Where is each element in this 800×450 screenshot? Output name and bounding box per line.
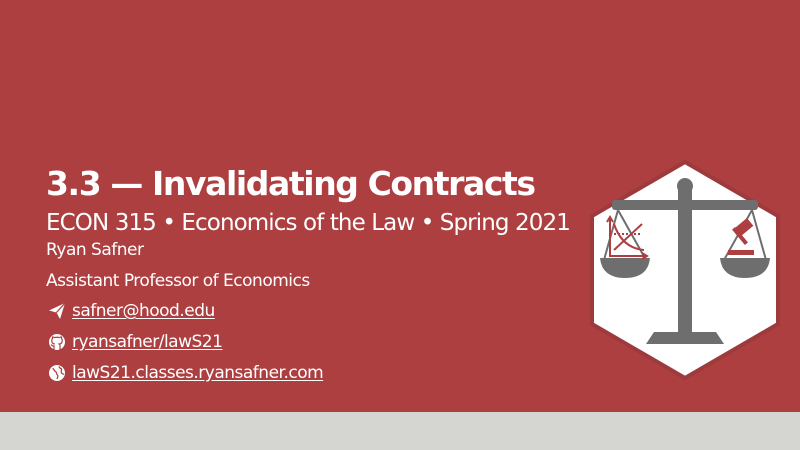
paper-plane-icon [48,302,66,320]
contact-github [48,330,222,354]
contact-email [48,299,215,323]
website-link[interactable]: lawS21.classes.ryansafner.com [72,363,324,383]
author-position: Assistant Professor of Economics [46,271,310,291]
scales-of-justice-logo [590,160,780,380]
email-link[interactable]: safner@hood.edu [72,301,215,321]
github-icon [48,333,66,351]
slide-title: 3.3 — Invalidating Contracts [46,164,535,203]
footer-band [0,412,800,450]
course-subtitle: ECON 315 • Economics of the Law • Spring 2021 [46,210,570,236]
author-name: Ryan Safner [46,240,144,260]
globe-icon [48,364,66,382]
github-link[interactable]: ryansafner/lawS21 [72,332,223,352]
contact-website [48,361,323,385]
